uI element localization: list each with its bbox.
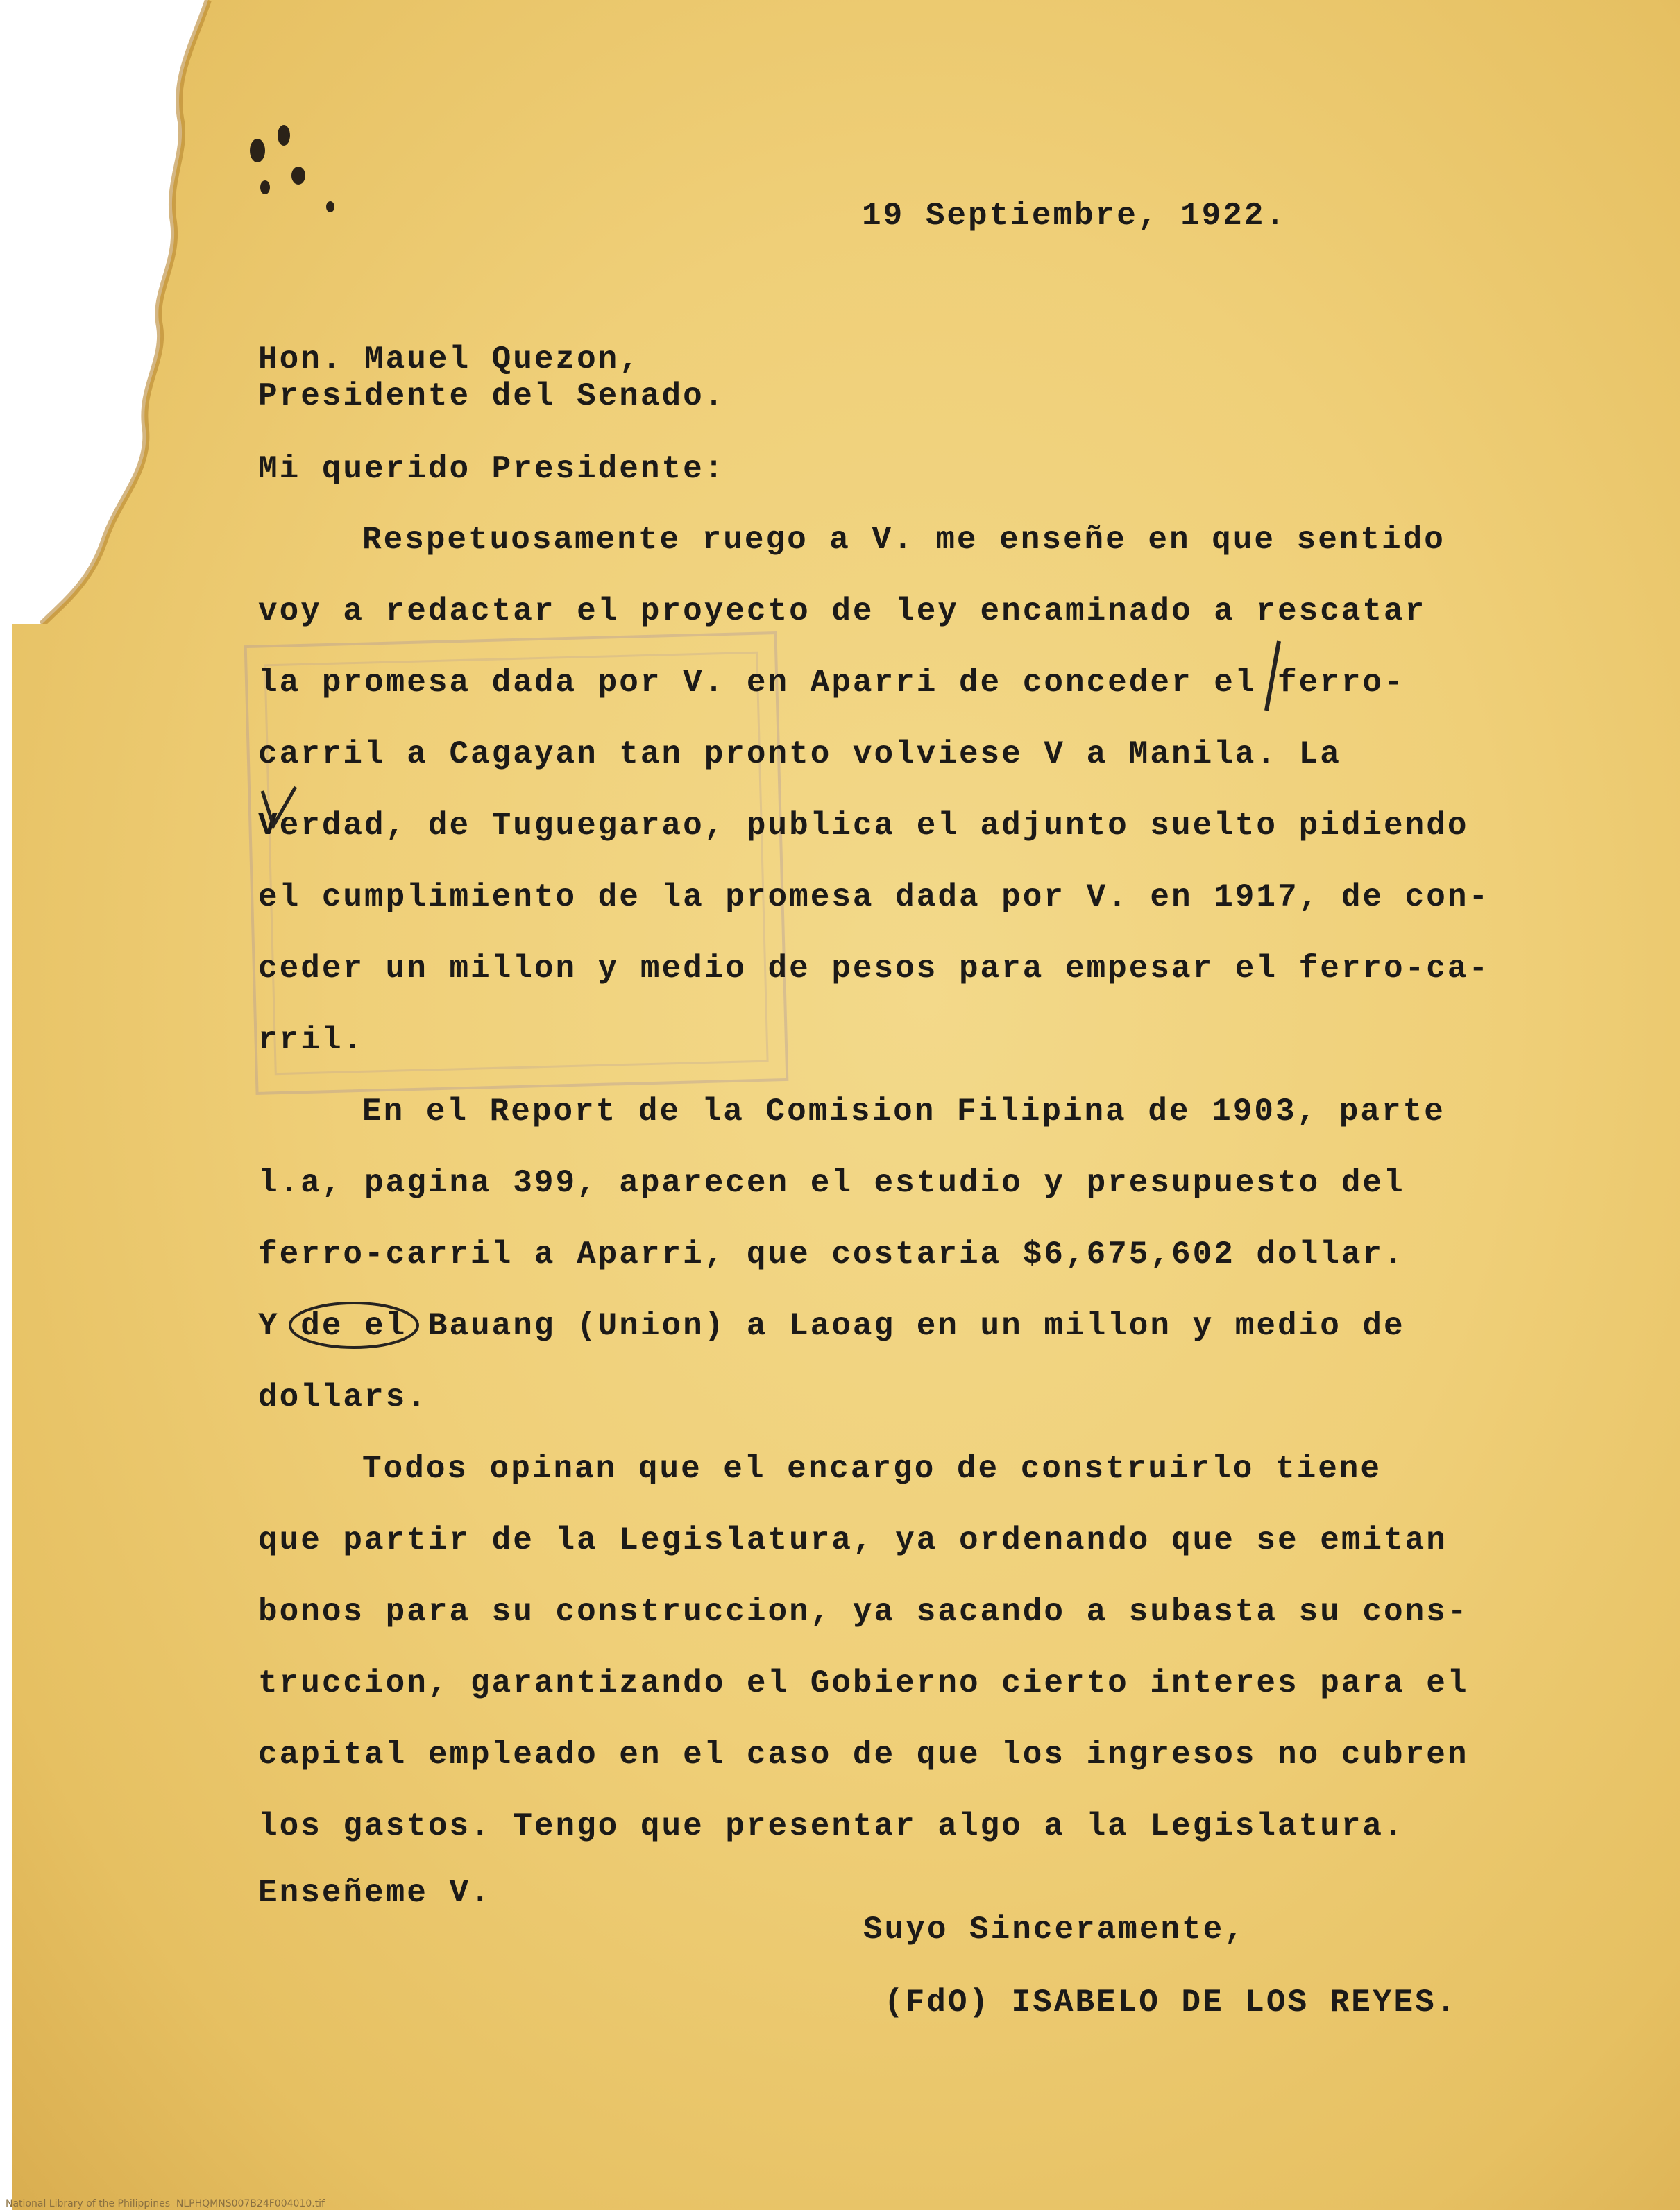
body-line: la promesa dada por V. en Aparri de conceder el ferro- [258,665,1405,701]
body-line: que partir de la Legislatura, ya ordenando que se emitan [258,1522,1448,1558]
ink-blot [260,180,270,194]
body-line: carril a Cagayan tan pronto volviese V a Manila. La [258,736,1341,772]
archive-footer: National Library of the Philippines NLPHQMNS007B24F004010.tif [6,2198,325,2209]
addressee-title: Presidente del Senado. [258,378,726,414]
letter-date: 19 Septiembre, 1922. [862,198,1287,234]
body-line: En el Report de la Comision Filipina de 1903, parte [362,1094,1445,1130]
scan-edge [0,0,12,2210]
body-line: truccion, garantizando el Gobierno cierto interes para el [258,1665,1469,1701]
body-line: el cumplimiento de la promesa dada por V. en 1917, de con- [258,879,1491,915]
pen-mark-circle [285,1298,423,1353]
body-line: Todos opinan que el encargo de construirlo tiene [362,1451,1382,1487]
salutation: Mi querido Presidente: [258,451,726,487]
torn-corner [0,0,389,624]
body-line: ferro-carril a Aparri, que costaria $6,675,602 dollar. [258,1236,1405,1273]
body-line: bonos para su construccion, ya sacando a subasta su cons- [258,1594,1469,1630]
body-line: Verdad, de Tuguegarao, publica el adjunto suelto pidiendo [258,808,1469,844]
body-line: capital empleado en el caso de que los ingresos no cubren [258,1737,1469,1773]
body-line: l.a, pagina 399, aparecen el estudio y presupuesto del [258,1165,1405,1201]
body-line: Respetuosamente ruego a V. me enseñe en que sentido [362,522,1445,558]
ink-blot [250,139,265,162]
ink-blot [326,201,334,212]
body-line: voy a redactar el proyecto de ley encaminado a rescatar [258,593,1427,629]
body-line: Y de el Bauang (Union) a Laoag en un millon y medio de [258,1308,1405,1344]
ink-blot [278,125,290,146]
pen-mark-slash [1259,638,1287,715]
body-line: Enseñeme V. [258,1875,492,1911]
closing: Suyo Sinceramente, [863,1912,1246,1948]
body-line: los gastos. Tengo que presentar algo a la Legislatura. [258,1808,1405,1844]
body-line: ceder un millon y medio de pesos para empesar el ferro-ca- [258,951,1491,987]
body-line: dollars. [258,1379,428,1416]
pen-mark-check [258,784,300,833]
addressee-name: Hon. Mauel Quezon, [258,341,640,377]
signature: (FdO) ISABELO DE LOS REYES. [884,1984,1458,2021]
ink-blot [291,167,305,185]
body-line: rril. [258,1022,365,1058]
